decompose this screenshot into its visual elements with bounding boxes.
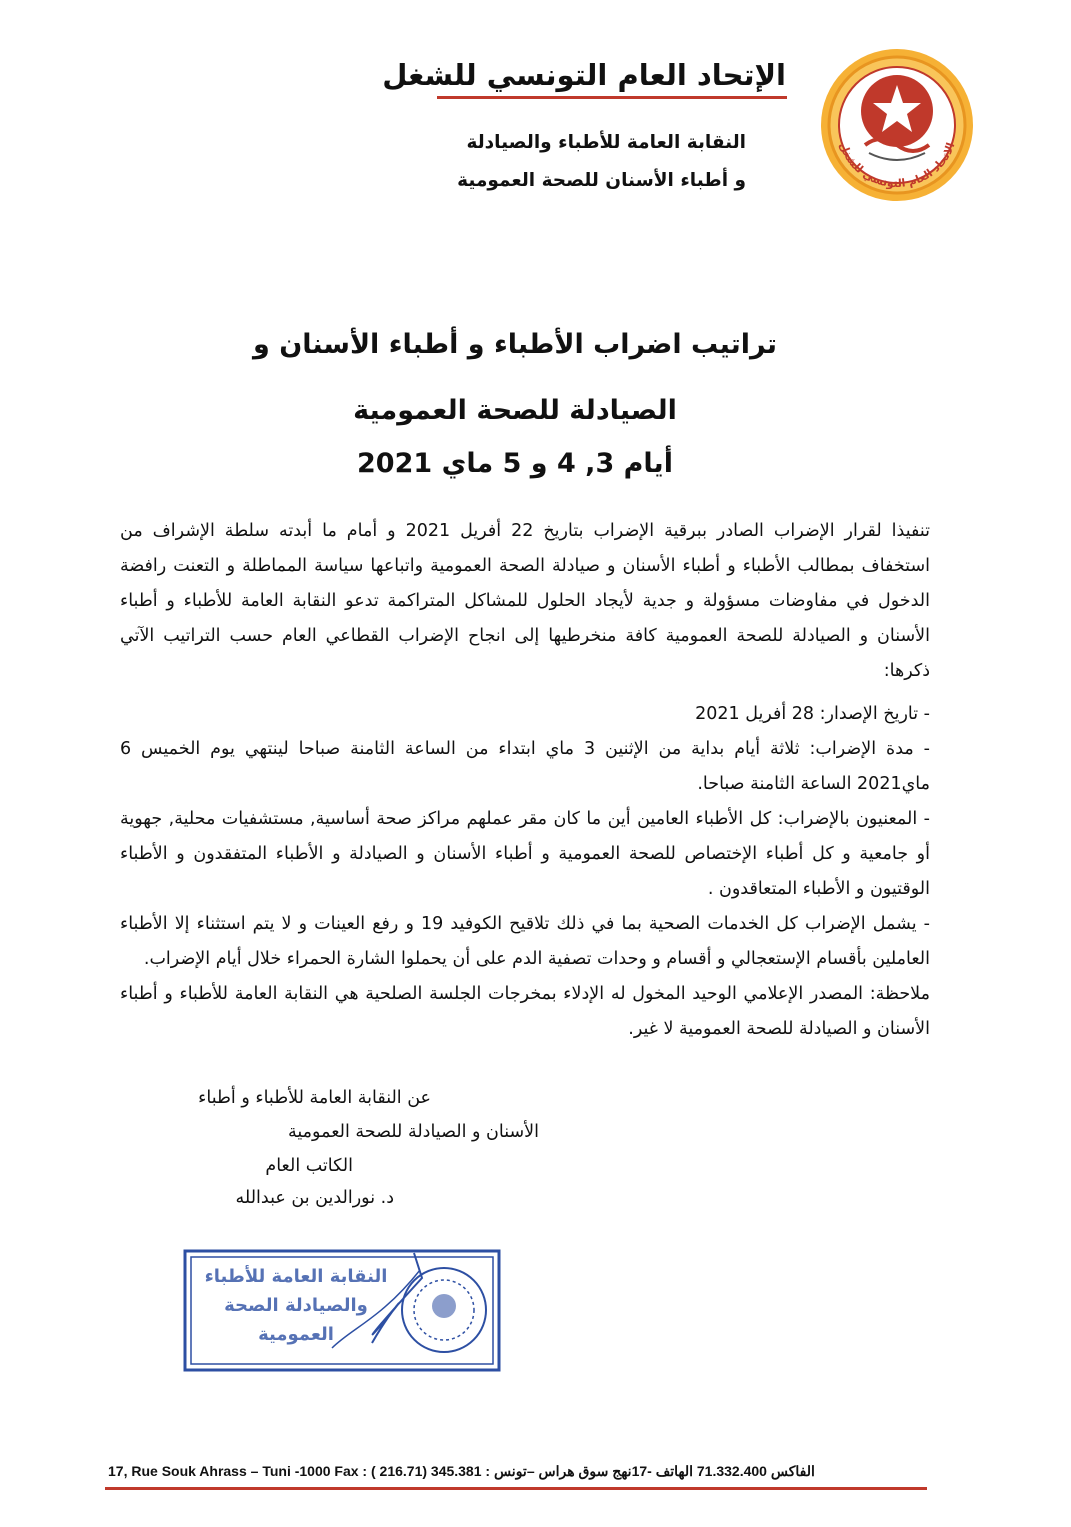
signature-line1: عن النقابة العامة للأطباء و أطباء: [198, 1088, 431, 1108]
list-item-issue-date: - تاريخ الإصدار: 28 أفريل 2021: [695, 704, 930, 724]
list-item-duration: - مدة الإضراب: ثلاثة أيام بداية من الإثنين 3 ماي ابتداء من الساعة الثامنة صباحا لينتهي يوم الخميس 6 ماي2021 الساعة الثامنة صباحا.: [120, 739, 930, 794]
official-stamp: [182, 1248, 502, 1373]
organization-name: الإتحاد العام التونسي للشغل: [382, 58, 786, 92]
svg-text:الاتحاد العام التونسي للشغل: الاتحاد العام التونسي للشغل: [836, 140, 958, 191]
intro-paragraph: تنفيذا لقرار الإضراب الصادر ببرقية الإضراب بتاريخ 22 أفريل 2021 و أمام ما أبدته سلطة الإشراف من استخفاف بمطالب الأطباء و أطباء الأسنان و صيادلة الصحة العمومية واتباعها سياسة المماطلة و التعنت رافضة الدخول في مفاوضات مسؤولة و جدية لأيجاد الحلول للمشاكل المتراكمة تدعو النقابة العامة للأطباء و أطباء الأسنان و الصيادلة للصحة العمومية كافة منخرطيها إلى انجاح الإضراب القطاعي العام حسب التراتيب الآتي ذكرها:: [120, 521, 930, 681]
document-title-line2: الصيادلة للصحة العمومية: [353, 395, 677, 426]
signature-line2: الأسنان و الصيادلة للصحة العمومية: [288, 1122, 539, 1142]
note-paragraph: ملاحظة: المصدر الإعلامي الوحيد المخول له الإدلاء بمخرجات الجلسة الصلحية هي النقابة العامة للأطباء و أطباء الأسنان و الصيادلة للصحة العمومية لا غير.: [120, 984, 930, 1039]
list-item-scope: - يشمل الإضراب كل الخدمات الصحية بما في ذلك تلاقيح الكوفيد 19 و رفع العينات و لا يتم استثناء إلا الأطباء العاملين بأقسام الإستعجالي و أقسام و وحدات تصفية الدم على أن يحملوا الشارة الحمراء خلال أيام الإضراب.: [120, 914, 930, 969]
union-name-line2: و أطباء الأسنان للصحة العمومية: [457, 170, 746, 191]
signatory-name: د. نورالدين بن عبدالله: [235, 1188, 394, 1208]
title-underline: [437, 96, 787, 99]
signature-role: الكاتب العام: [265, 1156, 353, 1176]
document-title: [235, 312, 795, 444]
document-title-line1: تراتيب اضراب الأطباء و أطباء الأسنان و: [253, 329, 777, 360]
footer-rule: [105, 1487, 927, 1490]
strike-dates: أيام 3, 4 و 5 ماي 2021: [357, 448, 673, 479]
list-item-concerned: - المعنيون بالإضراب: كل الأطباء العامين أين ما كان مقر عملهم مراكز صحة أساسية, مستشفيات محلية, جهوية أو جامعية و كل أطباء الإختصاص للصحة العمومية و أطباء الأسنان و الصيادلة و الأطباء المتفقدون و الأطباء الوقتيون و الأطباء المتعاقدون .: [120, 809, 930, 899]
document-body: [120, 514, 930, 1047]
union-logo: [815, 45, 980, 205]
union-name-line1: النقابة العامة للأطباء والصيادلة: [466, 132, 746, 153]
stamp-text: النقابة العامة للأطباء والصيادلة الصحة العمومية: [204, 1266, 388, 1345]
footer-address: 17, Rue Souk Ahrass – Tuni -1000 Fax : ( 216.71) 345.381 : الفاكس 71.332.400 الهاتف -17نهج سوق هراس –تونس: [108, 1463, 815, 1479]
union-name: [346, 124, 746, 200]
